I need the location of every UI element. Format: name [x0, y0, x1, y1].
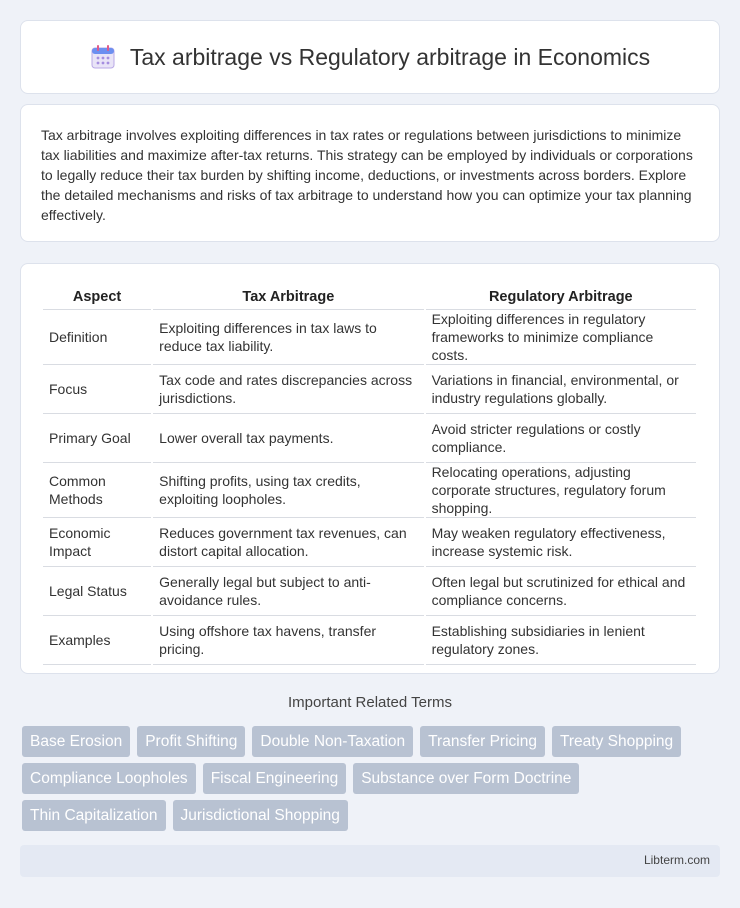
- related-term-tag[interactable]: Thin Capitalization: [22, 800, 166, 831]
- table-cell: Generally legal but subject to anti-avoidance rules.: [153, 567, 423, 616]
- related-terms-title: Important Related Terms: [288, 694, 452, 711]
- table-cell: Relocating operations, adjusting corporate structures, regulatory forum shopping.: [426, 463, 696, 518]
- related-term-tag[interactable]: Double Non-Taxation: [252, 726, 413, 757]
- related-term-tag[interactable]: Transfer Pricing: [420, 726, 545, 757]
- table-cell: Lower overall tax payments.: [153, 414, 423, 463]
- table-cell: Definition: [43, 310, 151, 365]
- table-cell: Establishing subsidiaries in lenient regulatory zones.: [426, 616, 696, 665]
- intro-text: Tax arbitrage involves exploiting differences in tax rates or regulations between jurisdictions to minimize tax liabilities and maximize after-tax returns. This strategy can be employed by individuals or corporations to legally reduce their tax burden by shifting income, deductions, or investments across borders. Explore the detailed mechanisms and risks of tax arbitrage to understand how you can optimize your tax planning effectively.: [41, 127, 693, 223]
- table-cell: Shifting profits, using tax credits, exploiting loopholes.: [153, 463, 423, 518]
- table-cell: Exploiting differences in tax laws to reduce tax liability.: [153, 310, 423, 365]
- related-term-tag[interactable]: Jurisdictional Shopping: [173, 800, 348, 831]
- related-term-tag[interactable]: Profit Shifting: [137, 726, 245, 757]
- related-terms-list: [22, 726, 722, 837]
- table-cell: Legal Status: [43, 567, 151, 616]
- table-cell: May weaken regulatory effectiveness, increase systemic risk.: [426, 518, 696, 567]
- table-cell: Tax code and rates discrepancies across jurisdictions.: [153, 365, 423, 414]
- table-cell: Using offshore tax havens, transfer pricing.: [153, 616, 423, 665]
- related-term-tag[interactable]: Substance over Form Doctrine: [353, 763, 579, 794]
- table-row: [43, 310, 696, 365]
- header-tax-arbitrage: Tax Arbitrage: [153, 284, 423, 310]
- header-card: [20, 20, 720, 94]
- table-row: [43, 518, 696, 567]
- table-row: [43, 414, 696, 463]
- table-row: [43, 463, 696, 518]
- related-term-tag[interactable]: Base Erosion: [22, 726, 130, 757]
- table-row: [43, 567, 696, 616]
- header-regulatory-arbitrage: Regulatory Arbitrage: [426, 284, 696, 310]
- table-cell: Reduces government tax revenues, can distort capital allocation.: [153, 518, 423, 567]
- table-cell: Often legal but scrutinized for ethical and compliance concerns.: [426, 567, 696, 616]
- related-term-tag[interactable]: Compliance Loopholes: [22, 763, 196, 794]
- footer: [20, 845, 720, 877]
- table-cell: Focus: [43, 365, 151, 414]
- page-title: Tax arbitrage vs Regulatory arbitrage in Economics: [129, 43, 651, 70]
- footer-brand-link[interactable]: Libterm.com: [643, 853, 710, 867]
- calendar-icon: [90, 44, 116, 70]
- header-aspect: Aspect: [43, 284, 151, 310]
- table-cell: Exploiting differences in regulatory frameworks to minimize compliance costs.: [426, 310, 696, 365]
- table-row: [43, 616, 696, 665]
- table-cell: Avoid stricter regulations or costly compliance.: [426, 414, 696, 463]
- table-cell: Primary Goal: [43, 414, 151, 463]
- table-cell: Variations in financial, environmental, or industry regulations globally.: [426, 365, 696, 414]
- table-cell: Economic Impact: [43, 518, 151, 567]
- table-row: [43, 365, 696, 414]
- comparison-card: [20, 263, 720, 674]
- comparison-table: [41, 284, 698, 665]
- related-term-tag[interactable]: Fiscal Engineering: [203, 763, 347, 794]
- table-cell: Examples: [43, 616, 151, 665]
- related-term-tag[interactable]: Treaty Shopping: [552, 726, 681, 757]
- table-header-row: [43, 284, 696, 310]
- table-cell: Common Methods: [43, 463, 151, 518]
- intro-card: [20, 104, 720, 242]
